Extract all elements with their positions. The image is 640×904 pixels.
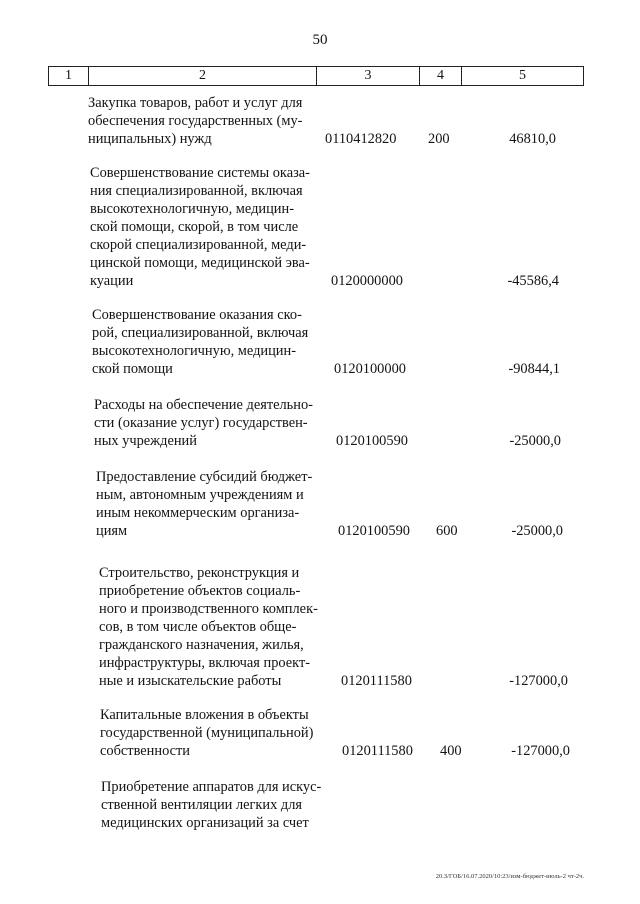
description-line: скорой специализированной, меди- [90, 237, 307, 253]
amount-value: 46810,0 [509, 131, 556, 147]
document-footer-stamp: 20.З/ГОБ/16.07.2020/10:23/изм-бюджет-июль-2 чт-2ч. [435, 873, 584, 880]
target-article-code: 0120000000 [331, 273, 403, 289]
column-header-1: 1 [49, 67, 89, 85]
target-article-code: 0110412820 [325, 131, 397, 147]
description-line: Строительство, реконструкция и [99, 565, 300, 581]
target-article-code: 0120100000 [334, 361, 406, 377]
description-line: ного и производственного комплек- [99, 601, 318, 617]
description-line: гражданского назначения, жилья, [99, 637, 304, 653]
target-article-code: 0120111580 [341, 673, 412, 689]
amount-value: -45586,4 [507, 273, 559, 289]
column-header-2: 2 [89, 67, 317, 85]
description-line: Приобретение аппаратов для искус- [101, 779, 322, 795]
description-line: Предоставление субсидий бюджет- [96, 469, 313, 485]
expense-type-code: 600 [436, 523, 458, 539]
description-line: Расходы на обеспечение деятельно- [94, 397, 313, 413]
description-line: ния специализированной, включая [90, 183, 303, 199]
description-line: приобретение объектов социаль- [99, 583, 301, 599]
row-description [100, 706, 340, 760]
amount-value: -25000,0 [511, 523, 563, 539]
target-article-code: 0120100590 [338, 523, 410, 539]
page-number: 50 [312, 32, 328, 48]
description-line: высокотехнологичную, медицин- [90, 201, 294, 217]
amount-value: -127000,0 [511, 743, 570, 759]
description-line: ственной вентиляции легких для [101, 797, 303, 813]
target-article-code: 0120100590 [336, 433, 408, 449]
description-line: иным некоммерческим организа- [96, 505, 300, 521]
description-line: обеспечения государственных (му- [88, 113, 303, 129]
description-line: ской помощи, скорой, в том числе [90, 219, 299, 235]
description-line: Совершенствование системы оказа- [90, 165, 310, 181]
column-header-5: 5 [519, 68, 526, 83]
description-line: цинской помощи, медицинской эва- [90, 255, 310, 271]
description-line: ской помощи [92, 361, 173, 377]
description-line: ные и изыскательские работы [99, 673, 282, 689]
expense-type-code: 200 [428, 131, 450, 147]
table-header [48, 66, 584, 86]
description-line: рой, специализированной, включая [92, 325, 309, 341]
description-line: куации [90, 273, 134, 289]
description-line: Капитальные вложения в объекты [100, 707, 309, 723]
amount-value: -90844,1 [508, 361, 560, 377]
row-description [96, 468, 336, 540]
row-description [88, 94, 328, 148]
row-description [99, 564, 339, 690]
description-line: собственности [100, 743, 191, 759]
description-line: инфраструктуры, включая проект- [99, 655, 311, 671]
description-line: медицинских организаций за счет [101, 815, 309, 831]
row-description [92, 306, 332, 378]
expense-type-code: 400 [440, 743, 462, 759]
target-article-code: 0120111580 [342, 743, 413, 759]
description-line: Закупка товаров, работ и услуг для [88, 95, 303, 111]
description-line: высокотехнологичную, медицин- [92, 343, 296, 359]
description-line: Совершенствование оказания ско- [92, 307, 302, 323]
description-line: ным, автономным учреждениям и [96, 487, 304, 503]
row-description [90, 164, 330, 290]
amount-value: -127000,0 [509, 673, 568, 689]
description-line: государственной (муниципальной) [100, 725, 314, 741]
description-line: ниципальных) нужд [88, 131, 212, 147]
row-description [94, 396, 334, 450]
amount-value: -25000,0 [509, 433, 561, 449]
description-line: ных учреждений [94, 433, 197, 449]
description-line: сов, в том числе объектов обще- [99, 619, 297, 635]
row-description [101, 778, 341, 832]
description-line: сти (оказание услуг) государствен- [94, 415, 308, 431]
column-header-3: 3 [317, 67, 420, 85]
description-line: циям [96, 523, 128, 539]
column-header-4: 4 [420, 67, 462, 85]
